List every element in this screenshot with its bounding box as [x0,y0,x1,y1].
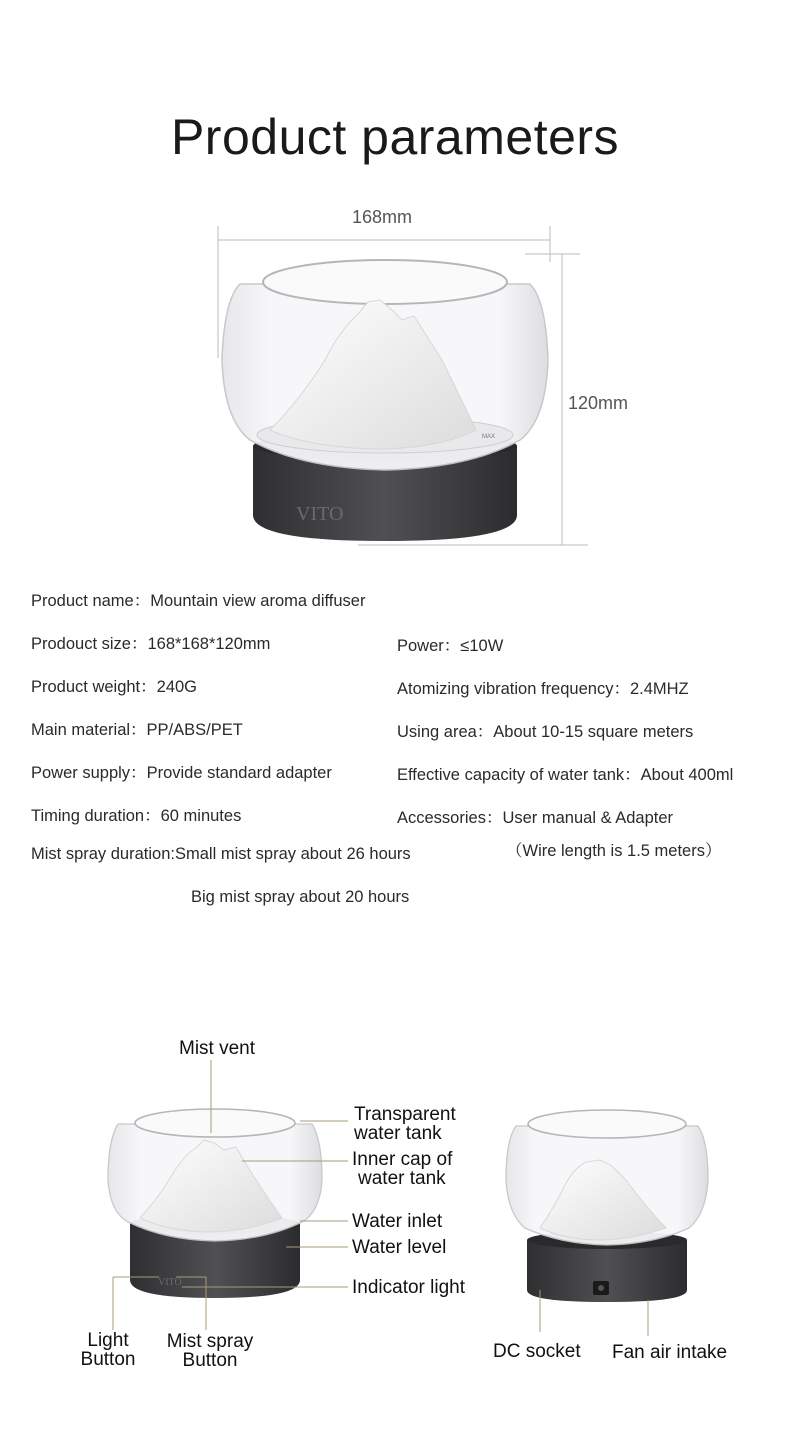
callout-water-level: Water level [352,1237,447,1258]
spec-row: Accessories：User manual & Adapter [397,809,674,827]
callout-indicator-light: Indicator light [352,1277,466,1298]
callout-fan-air-intake: Fan air intake [612,1342,728,1363]
spec-row-continued: Big mist spray about 20 hours [191,888,410,906]
width-label: 168mm [352,207,413,227]
callout-transparent-tank: Transparent water tank [354,1104,456,1144]
spec-row-continued: （Wire length is 1.5 meters） [506,842,722,860]
svg-text:VITO: VITO [158,1277,182,1288]
spec-row: Power supply：Provide standard adapter [31,764,332,782]
spec-row: Prodouct size：168*168*120mm [31,635,271,653]
callout-water-inlet: Water inlet [352,1211,443,1232]
callout-dc-socket: DC socket [493,1341,581,1362]
vito-logo: VITO [296,503,344,525]
spec-row: Effective capacity of water tank：About 400ml [397,766,734,784]
callout-inner-cap: Inner cap of water tank [352,1149,453,1189]
spec-row: Main material：PP/ABS/PET [31,721,243,739]
spec-row: Timing duration：60 minutes [31,807,242,825]
spec-row: Mist spray duration:Small mist spray about 26 hours [31,845,411,863]
spec-row: Product weight：240G [31,678,198,696]
max-mark: MAX [482,434,496,440]
height-label: 120mm [568,393,629,413]
spec-row: Atomizing vibration frequency：2.4MHZ [397,680,689,698]
page-title: Product parameters [170,109,620,165]
callout-mist-spray-button: Mist spray Button [166,1331,254,1371]
callout-mist-vent: Mist vent [179,1038,256,1059]
spec-row: Using area：About 10-15 square meters [397,723,694,741]
spec-row: Power：≤10W [397,637,504,655]
spec-row: Product name：Mountain view aroma diffuser [31,592,366,610]
callout-light-button: Light Button [80,1330,136,1370]
